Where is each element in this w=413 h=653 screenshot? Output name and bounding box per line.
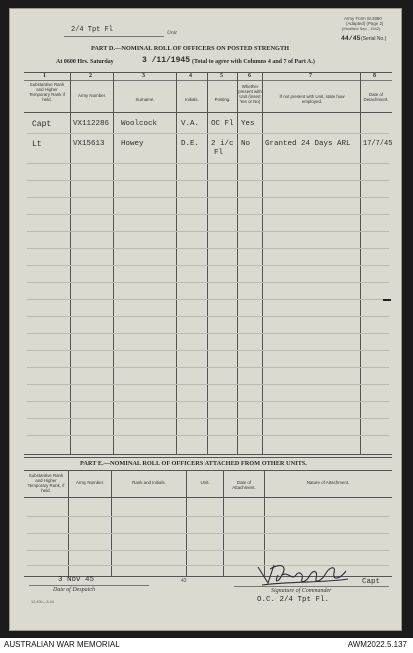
army-form-line2: (Adapted) (Page 2) [346, 21, 384, 26]
row-initials: D.E. [181, 140, 200, 148]
col-number: 2 [89, 73, 92, 79]
margin-mark [383, 299, 391, 301]
part-e-col-header-rank: Substantive Rank and Higher Temporary Rank, if held. [27, 473, 65, 493]
row-present: Yes [241, 120, 255, 128]
dispatch-date: 3 Nov 45 [58, 576, 95, 584]
row-initials: V.A. [181, 120, 200, 128]
part-e-col-header-unit: Unit. [200, 480, 210, 485]
dispatch-underline [29, 585, 149, 586]
col-header-present: Whether present with Unit (insert Yes or No) [238, 84, 262, 104]
col-header-rank: Substantive Rank and Higher Temporary Rank if held. [29, 82, 65, 102]
part-e-col-header-army-number: Army Number. [75, 480, 105, 485]
serial-label: (Serial No.) [361, 36, 387, 42]
part-e-top-border [24, 457, 392, 458]
caption-left: AUSTRALIAN WAR MEMORIAL [4, 640, 120, 649]
row-surname: Howey [121, 140, 144, 148]
part-d-bottom-border [24, 454, 392, 455]
part-d-time-suffix: (Total to agree with Columns 4 and 7 of Part A.) [192, 59, 315, 65]
part-e-col-divider [68, 470, 69, 576]
part-d-col-divider [70, 72, 71, 454]
col-header-initials: Initials. [185, 97, 199, 102]
dispatch-label: Date of Despatch [53, 587, 95, 593]
part-d-col-divider [237, 72, 238, 454]
part-d-colnum-border [24, 80, 392, 81]
form-page [9, 8, 402, 631]
col-header-date: Date of Detachment. [363, 92, 389, 102]
signature-underline [234, 586, 389, 587]
row-posting-line2: Fl [214, 149, 224, 157]
signature-rank: Capt [362, 578, 381, 586]
col-number: 1 [43, 73, 46, 79]
signature-label: Signature of Commander [271, 588, 332, 594]
caption-right: AWM2022.5.137 [347, 640, 407, 649]
col-number: 4 [189, 73, 192, 79]
row-posting: OC Fl [211, 120, 234, 128]
row-date: 17/7/45 [363, 140, 393, 148]
row-present: No [241, 140, 251, 148]
row-rank: Capt [32, 120, 52, 129]
col-number: 7 [309, 73, 312, 79]
caption-bar [0, 638, 413, 653]
row-army-number: VX15613 [73, 140, 105, 148]
col-header-employed: If not present with Unit, state how employed. [279, 94, 345, 104]
row-surname: Woolcock [121, 120, 158, 128]
serial-value: 44/45 [341, 35, 361, 42]
part-e-col-header-rank-initials: Rank and Initials. [132, 480, 166, 485]
part-d-time-prefix: At 0600 Hrs. Saturday [56, 59, 114, 65]
part-e-header-bottom [24, 497, 392, 498]
part-d-col-divider [176, 72, 177, 454]
part-d-col-divider [207, 72, 208, 454]
army-form-line3: (Modified Sep., 1942) [342, 26, 381, 31]
col-number: 3 [142, 73, 145, 79]
unit-value: 2/4 Tpt Fl [71, 26, 114, 34]
row-posting: 2 i/c [211, 140, 234, 148]
row-army-number: VX112286 [73, 120, 110, 128]
part-e-col-header-date: Date of Attachment. [232, 480, 256, 490]
part-e-col-divider [223, 470, 224, 576]
part-e-title: PART E.—NOMINAL ROLL OF OFFICERS ATTACHED FROM OTHER UNITS. [80, 460, 307, 467]
row-employed: Granted 24 Days ARL [265, 140, 351, 148]
part-d-date: 3 /11/1945 [142, 56, 191, 65]
row-rank: Lt [32, 140, 42, 149]
col-number: 8 [373, 73, 376, 79]
part-d-title: PART D.—NOMINAL ROLL OF OFFICERS ON POSTED STRENGTH [91, 45, 290, 52]
part-d-col-divider [262, 72, 263, 454]
part-d-top-border [24, 72, 392, 73]
commander-unit: O.C. 2/4 Tpt Fl. [257, 596, 330, 604]
part-d-col-divider [360, 72, 361, 454]
unit-underline [64, 36, 164, 37]
col-number: 5 [220, 73, 223, 79]
col-header-army-number: Army Number. [77, 93, 107, 98]
part-e-col-header-nature: Nature of Attachment. [306, 480, 350, 485]
part-e-col-divider [186, 470, 187, 576]
part-e-header-top [24, 470, 392, 471]
col-header-surname: Surname. [135, 97, 155, 102]
part-d-header-border [24, 112, 392, 113]
part-d-col-divider [113, 72, 114, 454]
stray-mark: 43 [181, 578, 187, 584]
army-form-line1: Army Form W.3880 [344, 16, 382, 21]
commander-signature [252, 561, 352, 589]
col-header-posting: Posting. [214, 97, 231, 102]
unit-label: Unit [167, 30, 177, 36]
part-e-col-divider [111, 470, 112, 576]
col-number: 6 [248, 73, 251, 79]
printer-code: 12,400—3.44 [31, 600, 54, 604]
